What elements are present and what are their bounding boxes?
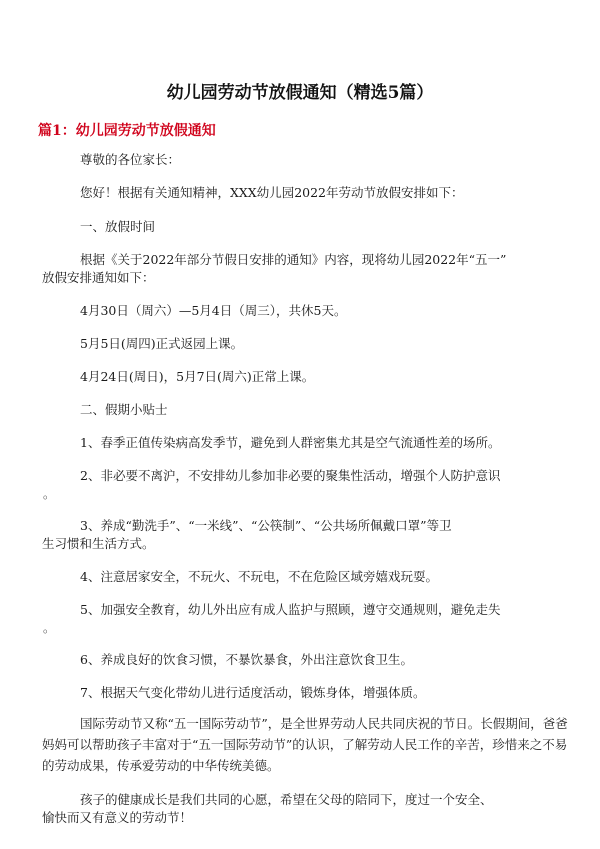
paragraph-notice-line1: 根据《关于2022年部分节假日安排的通知》内容，现将幼儿园2022年“五一” [80, 252, 507, 267]
schedule-makeup: 4月24日(周日)，5月7日(周六)正常上课。 [80, 369, 315, 384]
tip-1: 1、春季正值传染病高发季节，避免到人群密集尤其是空气流通性差的场所。 [80, 435, 501, 450]
heading-holiday-time: 一、放假时间 [80, 219, 156, 234]
paragraph-notice-line2: 放假安排通知如下： [42, 270, 155, 285]
salutation: 尊敬的各位家长： [80, 152, 181, 167]
tip-3-line1: 3、养成“勤洗手”、“一米线”、“公筷制”、“公共场所佩戴口罩”等卫 [80, 518, 452, 533]
closing-paragraph-line3: 的劳动成果，传承爱劳动的中华传统美德。 [42, 758, 280, 773]
wishes-line1: 孩子的健康成长是我们共同的心愿，希望在父母的陪同下，度过一个安全、 [80, 792, 493, 807]
tip-5: 5、加强安全教育，幼儿外出应有成人监护与照顾，遵守交通规则，避免走失 [80, 602, 501, 617]
tip-3-line2: 生习惯和生活方式。 [42, 536, 155, 551]
tip-4: 4、注意居家安全，不玩火、不玩电，不在危险区域旁嬉戏玩耍。 [80, 569, 438, 584]
schedule-holiday: 4月30日（周六）—5月4日（周三），共休5天。 [80, 303, 347, 318]
section-heading: 篇1：幼儿园劳动节放假通知 [38, 123, 216, 139]
paragraph-intro: 您好！根据有关通知精神，XXX幼儿园2022年劳动节放假安排如下： [80, 185, 464, 200]
closing-paragraph-line1: 国际劳动节又称“五一国际劳动节”，是全世界劳动人民共同庆祝的节日。长假期间，爸爸 [80, 716, 568, 731]
orphan-period: 。 [43, 621, 56, 635]
wishes-line2: 愉快而又有意义的劳动节！ [42, 810, 193, 825]
page-title: 幼儿园劳动节放假通知（精选5篇） [166, 83, 434, 103]
closing-paragraph-line2: 妈妈可以帮助孩子丰富对于“五一国际劳动节”的认识，了解劳动人民工作的辛苦，珍惜来之不易 [42, 737, 568, 752]
heading-tips: 二、假期小贴士 [80, 402, 168, 417]
orphan-period: 。 [43, 487, 56, 501]
tip-7: 7、根据天气变化带幼儿进行适度活动，锻炼身体，增强体质。 [80, 685, 426, 700]
tip-2: 2、非必要不离沪，不安排幼儿参加非必要的聚集性活动，增强个人防护意识 [80, 468, 501, 483]
schedule-return: 5月5日(周四)正式返园上课。 [80, 336, 244, 351]
tip-6: 6、养成良好的饮食习惯，不暴饮暴食，外出注意饮食卫生。 [80, 652, 413, 667]
